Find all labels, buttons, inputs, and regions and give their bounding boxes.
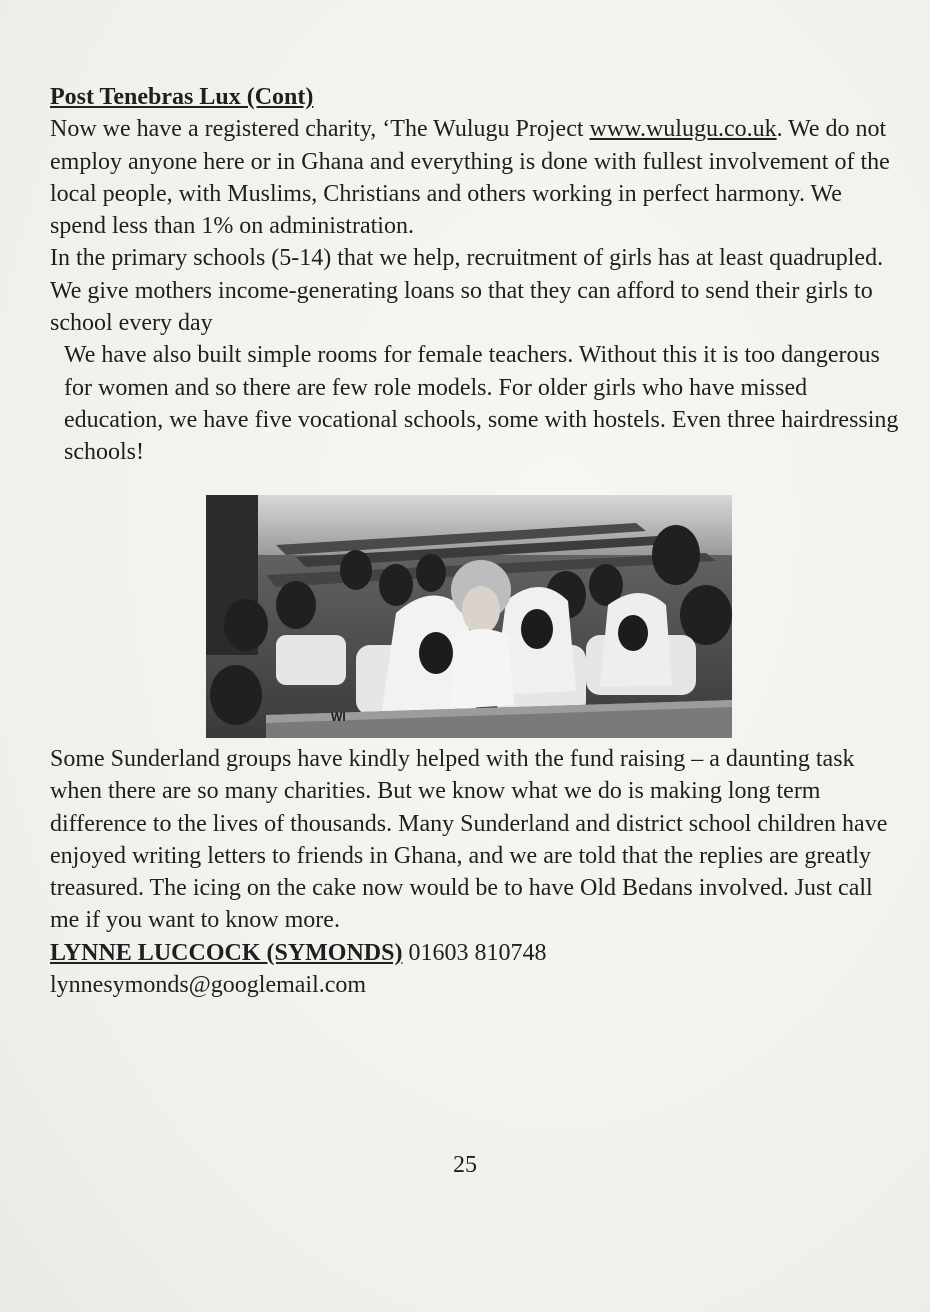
paragraph-charity bbox=[50, 113, 900, 242]
website-link[interactable]: www.wulugu.co.uk bbox=[589, 116, 777, 143]
paragraph-female-teachers: We have also built simple rooms for female teachers. Without this it is too dangerous for women and so there are few role models. For older girls who have missed education, we have five vocational schools, some with hostels. Even three hairdressing schools! bbox=[64, 342, 899, 466]
classroom-photo bbox=[206, 495, 732, 738]
signature-line bbox=[50, 937, 900, 969]
paragraph-primary-schools: In the primary schools (5-14) that we help, recruitment of girls has at least quadrupled. We give mothers income-generating loans so that they can afford to send their girls to school every day bbox=[50, 245, 884, 337]
signature-phone: 01603 810748 bbox=[402, 939, 547, 966]
signature-name: LYNNE LUCCOCK (SYMONDS) bbox=[50, 939, 403, 966]
classroom-photo-image bbox=[206, 495, 732, 738]
page-number: 25 bbox=[453, 1152, 477, 1178]
article-body-top bbox=[50, 81, 900, 469]
paragraph-charity-text-b: . We do not employ anyone here or in Ghana and everything is done with fullest involvement of the local people, with Muslims, Christians and others working in perfect harmony. We spend less than 1% on administration. bbox=[50, 116, 890, 240]
paragraph-fund-raising: Some Sunderland groups have kindly helped with the fund raising – a daunting task when there are so many charities. But we know what we do is making long term difference to the lives of thousands. Many Sunderland and district school children have enjoyed writing letters to friends in Ghana, and we are told that the replies are greatly treasured. The icing on the cake now would be to have Old Bedans involved. Just call me if you want to know more. bbox=[50, 746, 888, 934]
paragraph-charity-text-a: Now we have a registered charity, ‘The Wulugu Project bbox=[50, 116, 590, 143]
article-heading: Post Tenebras Lux (Cont) bbox=[50, 84, 314, 110]
article-body-bottom bbox=[50, 743, 900, 1001]
signature-email[interactable]: lynnesymonds@googlemail.com bbox=[50, 972, 367, 999]
desk-label: WI bbox=[331, 710, 346, 724]
